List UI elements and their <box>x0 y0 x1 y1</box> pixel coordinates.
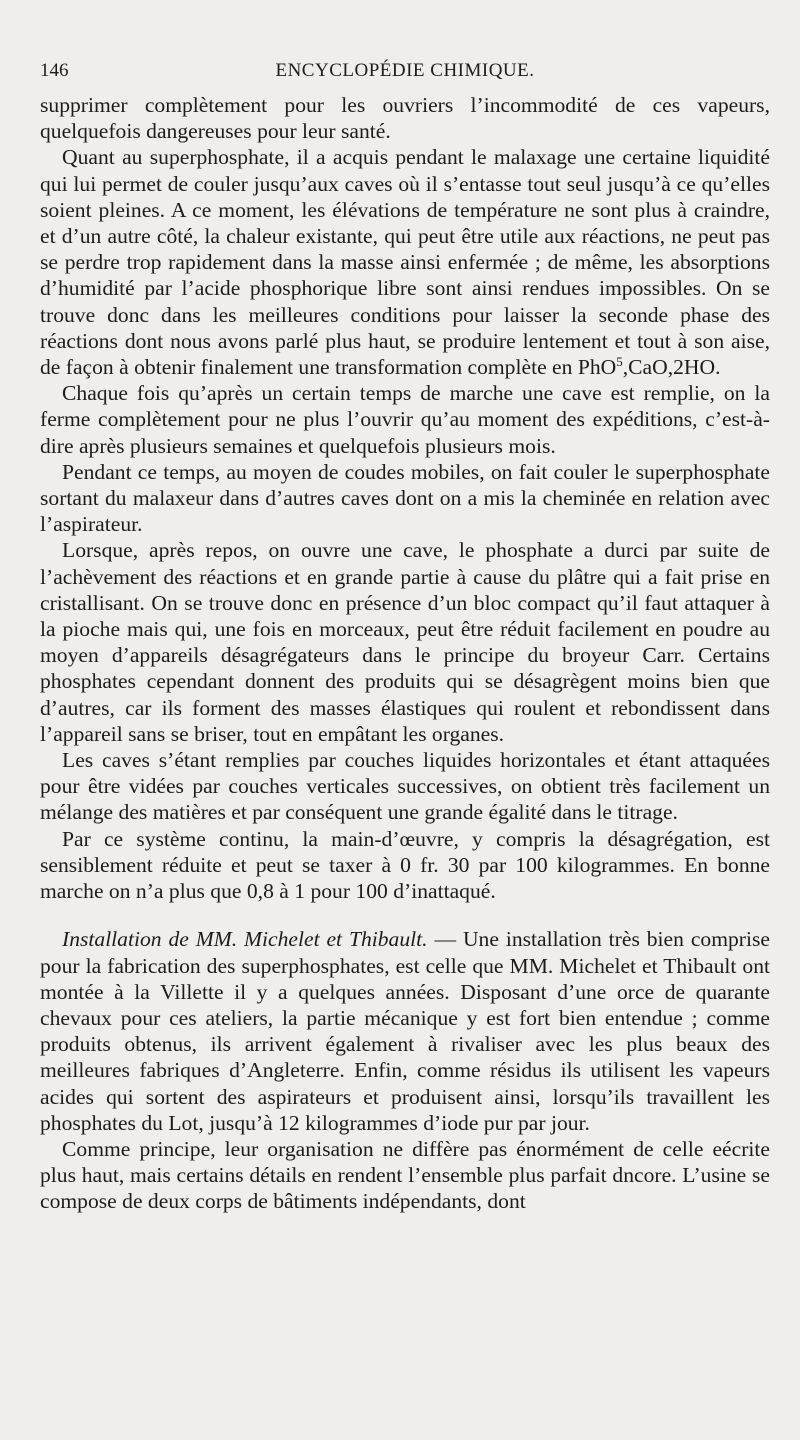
page-number: 146 <box>40 60 69 81</box>
chemical-formula <box>578 355 721 379</box>
paragraph-labour-cost: Par ce système continu, la main-d’œuvre, y compris la désagrégation, est sensiblement réduite et peut se taxer à 0 fr. 30 par 100 kilogrammes. En bonne marche on n’a plus que 0,8 à 1 pour 100 d’inattaqué. <box>40 826 770 904</box>
paragraph-superphosphate-caves <box>40 144 770 380</box>
running-title: ENCYCLOPÉDIE CHIMIQUE. <box>275 60 535 81</box>
paragraph-continued: supprimer complètement pour les ouvriers l’incommodité de ces vapeurs, quelquefois dangereuses pour leur santé. <box>40 93 770 144</box>
section-title: Installation de MM. Michelet et Thibault. <box>62 927 428 952</box>
paragraph-michelet-thibault <box>40 926 770 1136</box>
page-header <box>40 60 770 86</box>
formula-part: PhO <box>577 355 617 380</box>
paragraph-opening-cave: Lorsque, après repos, on ouvre une cave, le phosphate a durci par suite de l’achèvement des réactions et en grande partie à cause du plâtre qui a fait prise en cristallisant. On se trouve donc en présence d’un bloc compact qu’il faut attaquer à la pioche mais qui, une fois en morceaux, peut être réduit facilement en poudre au moyen d’appareils désagrégateurs dans le principe du broyeur Carr. Certains phosphates cependant donnent des produits qui se désagrègent moins bien que d’autres, car ils forment des masses élastiques qui roulent et rebondissent dans l’appareil sans se briser, tout en empâtant les organes. <box>40 538 770 746</box>
paragraph-text: — Une installation très bien comprise pour la fabrication des superphosphates, est celle que MM. Michelet et Thibault ont montée à la Villette il y a quelques années. Disposant d’une orce de quarante chevaux pour ces ateliers, la partie mécanique y est fort bien entendue ; comme produits obtenus, ils arrivent également à rivaliser avec les plus beaux des meilleures fabriques d’Angleterre. Enfin, comme résidus ils utilisent les vapeurs acides qui sortent des aspirateurs et produisent ainsi, lorsqu’ils travaillent les phosphates du Lot, jusqu’à 12 kilogrammes d’iode pur par jour. <box>40 927 770 1135</box>
formula-superscript: 5 <box>616 353 623 369</box>
paragraph-cave-closing: Chaque fois qu’après un certain temps de marche une cave est remplie, on la ferme complètement pour ne plus l’ouvrir qu’au moment des expéditions, c’est-à-dire après plusieurs semaines et quelquefois plusieurs mois. <box>40 381 770 458</box>
paragraph-organisation: Comme principe, leur organisation ne diffère pas énormément de celle eécrite plus haut, mais certains détails en rendent l’ensemble plus parfait dncore. L’usine se compose de deux corps de bâtiments indépendants, dont <box>40 1136 770 1214</box>
formula-part: ,CaO,2HO. <box>622 355 721 380</box>
paragraph-mobile-elbows: Pendant ce temps, au moyen de coudes mobiles, on fait couler le superphosphate sortant du malaxeur dans d’autres caves dont on a mis la cheminée en relation avec l’aspirateur. <box>40 459 770 537</box>
paragraph-text: Quant au superphosphate, il a acquis pendant le malaxage une certaine liquidité qui lui permet de couler jusqu’aux caves où il s’entasse tout seul jusqu’à ce qu’elles soient pleines. A ce moment, les élévations de température ne sont plus à craindre, et d’un autre côté, la chaleur existante, qui peut être utile aux réactions, ne peut pas se perdre trop rapidement dans la masse ainsi enfermée ; de même, les absorptions d’humidité par l’acide phosphorique libre sont ainsi rendues impossibles. On se trouve donc dans les meilleures conditions pour laisser la seconde phase des réactions dont nous avons parlé plus haut, se produire lentement et tout à son aise, de façon à obtenir finalement une transformation complète en <box>40 145 770 380</box>
paragraph-layers: Les caves s’étant remplies par couches liquides horizontales et étant attaquées pour être vidées par couches verticales successives, on obtient très facilement un mélange des matières et par conséquent une grande égalité dans le titrage. <box>40 748 770 825</box>
page-body <box>40 92 770 1215</box>
